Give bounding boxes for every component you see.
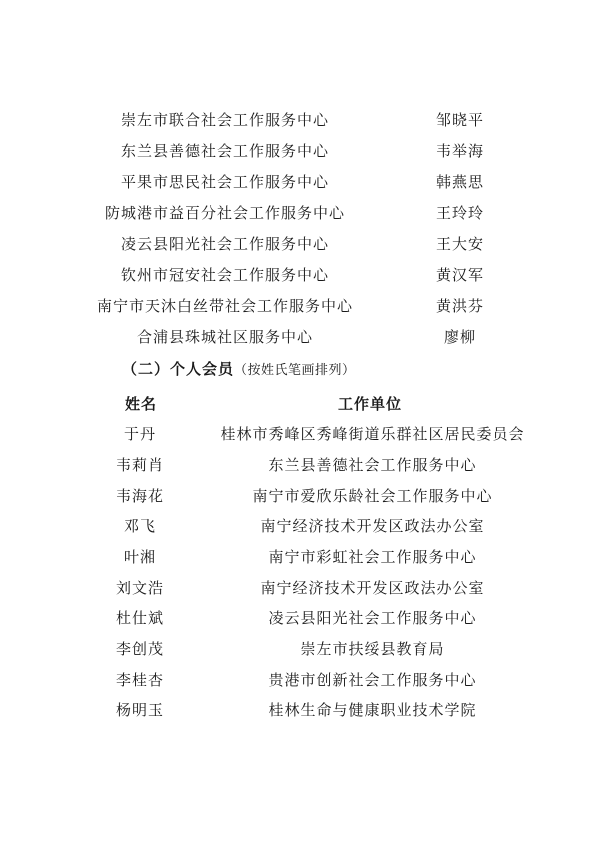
member-unit: 东兰县善德社会工作服务中心 bbox=[268, 456, 477, 474]
organization-row bbox=[0, 139, 605, 163]
column-header-name: 姓名 bbox=[124, 395, 157, 413]
member-name: 杜仕斌 bbox=[115, 609, 164, 627]
organization-row bbox=[0, 201, 605, 225]
organization-contact: 邹晓平 bbox=[435, 111, 484, 129]
organization-row bbox=[0, 108, 605, 132]
organization-name: 钦州市冠安社会工作服务中心 bbox=[120, 266, 329, 284]
column-header-unit: 工作单位 bbox=[337, 395, 402, 413]
member-unit: 南宁市爱欣乐龄社会工作服务中心 bbox=[252, 487, 493, 505]
member-name: 韦莉肖 bbox=[115, 456, 164, 474]
member-unit: 南宁经济技术开发区政法办公室 bbox=[260, 517, 485, 535]
member-unit: 凌云县阳光社会工作服务中心 bbox=[268, 609, 477, 627]
organization-row bbox=[0, 232, 605, 256]
organization-name: 合浦县珠城社区服务中心 bbox=[136, 328, 313, 346]
member-name: 李桂杏 bbox=[115, 671, 164, 689]
member-row bbox=[0, 453, 605, 477]
member-row bbox=[0, 545, 605, 569]
member-row bbox=[0, 698, 605, 722]
member-row bbox=[0, 606, 605, 630]
organization-contact: 廖柳 bbox=[443, 328, 476, 346]
member-row bbox=[0, 514, 605, 538]
member-name: 杨明玉 bbox=[115, 701, 164, 719]
member-unit: 崇左市扶绥县教育局 bbox=[300, 640, 445, 658]
organization-contact: 王大安 bbox=[435, 235, 484, 253]
organization-row bbox=[0, 263, 605, 287]
member-name: 邓飞 bbox=[123, 517, 156, 535]
organization-row bbox=[0, 170, 605, 194]
member-name: 刘文浩 bbox=[115, 579, 164, 597]
member-row bbox=[0, 637, 605, 661]
member-unit: 贵港市创新社会工作服务中心 bbox=[268, 671, 477, 689]
organization-name: 防城港市益百分社会工作服务中心 bbox=[104, 204, 345, 222]
organization-contact: 黄汉军 bbox=[435, 266, 484, 284]
member-row bbox=[0, 422, 605, 446]
member-name: 李创茂 bbox=[115, 640, 164, 658]
section-heading bbox=[122, 358, 356, 382]
section-title: （二）个人会员 bbox=[122, 360, 235, 378]
section-note: （按姓氏笔画排列） bbox=[234, 363, 356, 378]
member-unit: 桂林生命与健康职业技术学院 bbox=[268, 701, 477, 719]
member-row bbox=[0, 484, 605, 508]
organization-name: 平果市思民社会工作服务中心 bbox=[120, 173, 329, 191]
member-name: 叶湘 bbox=[123, 548, 156, 566]
member-row bbox=[0, 668, 605, 692]
member-name: 于丹 bbox=[123, 425, 156, 443]
member-name: 韦海花 bbox=[115, 487, 164, 505]
organization-contact: 王玲玲 bbox=[435, 204, 484, 222]
member-unit: 桂林市秀峰区秀峰街道乐群社区居民委员会 bbox=[220, 425, 525, 443]
organization-row bbox=[0, 325, 605, 349]
organization-name: 崇左市联合社会工作服务中心 bbox=[120, 111, 329, 129]
organization-contact: 韩燕思 bbox=[435, 173, 484, 191]
organization-name: 南宁市天沐白丝带社会工作服务中心 bbox=[96, 297, 353, 315]
member-row bbox=[0, 576, 605, 600]
organization-row bbox=[0, 294, 605, 318]
organization-name: 凌云县阳光社会工作服务中心 bbox=[120, 235, 329, 253]
organization-contact: 韦举海 bbox=[435, 142, 484, 160]
member-unit: 南宁市彩虹社会工作服务中心 bbox=[268, 548, 477, 566]
organization-contact: 黄洪芬 bbox=[435, 297, 484, 315]
organization-name: 东兰县善德社会工作服务中心 bbox=[120, 142, 329, 160]
member-unit: 南宁经济技术开发区政法办公室 bbox=[260, 579, 485, 597]
